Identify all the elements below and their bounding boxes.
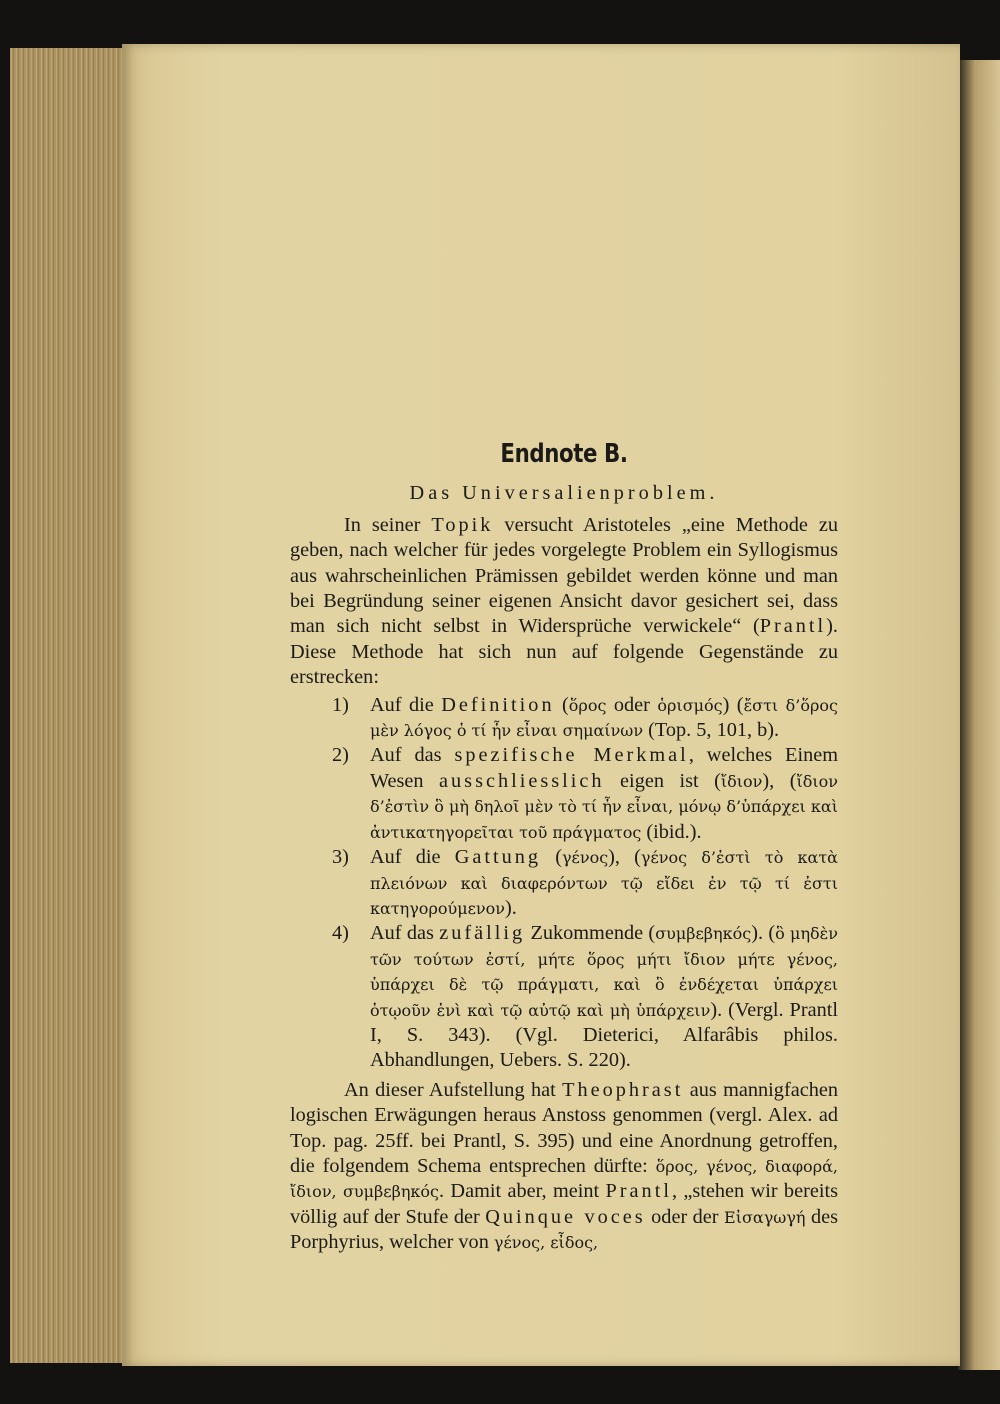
- closing-paragraph: An dieser Aufstellung hat Theophrast aus mannigfachen logischen Erwägungen heraus Anstoss genommen (vergl. Alex. ad Top. pag. 25ff. bei Prantl, S. 395) und eine Anordnung getroffen, die folgendem Schema entsprechen dürfte: ὅρος, γένος, διαφορά, ἴδιον, συμβεβηκός. Damit aber, meint Prantl, „stehen wir bereits völlig auf der Stufe der Quinque voces oder der Εἰσαγωγή des Porphyrius, welcher von γένος, εἶδος,: [290, 1078, 838, 1254]
- subtitle: Das Universalienproblem.: [409, 482, 719, 505]
- list-item: 2) Auf das spezifische Merkmal, welches Einem Wesen ausschliesslich eigen ist (ἴδιον), (ἴδιον δ’ἐστὶν ὃ μὴ δηλοῖ μὲν τὸ τί ἦν εἶναι, μόνῳ δ’ὑπάρχει καὶ ἀντικατηγορεῖται τοῦ πράγματος (ibid.).: [332, 744, 838, 843]
- list-item: 1) Auf die Definition (ὅρος oder ὁρισμός) (ἔστι δ’ὅρος μὲν λόγος ὁ τί ἦν εἶναι σημαίνων (Top. 5, 101, b).: [332, 693, 839, 742]
- objects-list: [290, 693, 838, 1074]
- next-page-edge: [958, 60, 1000, 1370]
- book-page: [122, 44, 960, 1366]
- list-item: 4) Auf das zufällig Zukommende (συμβεβηκός). (ὃ μηδὲν τῶν τούτων ἐστί, μήτε ὅρος μήτι ἴδιον μήτε γένος, ὑπάρχει δὲ τῷ πράγματι, καὶ ὃ ἐνδέχεται ὑπάρχει ὁτῳοῦν ἑνὶ καὶ τῷ αὐτῷ καὶ μὴ ὑπάρχειν). (Vergl. Prantl I, S. 343). (Vgl. Dieterici, Alfarâbis philos. Abhandlungen, Uebers. S. 220).: [332, 922, 838, 1072]
- book-page-edges: [10, 48, 128, 1363]
- page-content: [290, 394, 838, 1256]
- page-heading: Endnote B.: [500, 439, 628, 469]
- list-item: 3) Auf die Gattung (γένος), (γένος δ’ἐστὶ τὸ κατὰ πλειόνων καὶ διαφερόντων τῷ εἴδει ἐν τῷ τί ἐστι κατηγορούμενον).: [332, 846, 838, 919]
- intro-paragraph: In seiner Topik versucht Aristoteles „eine Methode zu geben, nach welcher für jedes vorgelegte Problem ein Syllogismus aus wahrscheinlichen Prämissen gebildet werden könne und man bei Begründung seiner eigenen Ansicht davor gesichert sei, dass man sich nicht selbst in Widersprüche verwickele“ (Prantl). Diese Methode hat sich nun auf folgende Gegenstände zu erstrecken:: [290, 513, 838, 689]
